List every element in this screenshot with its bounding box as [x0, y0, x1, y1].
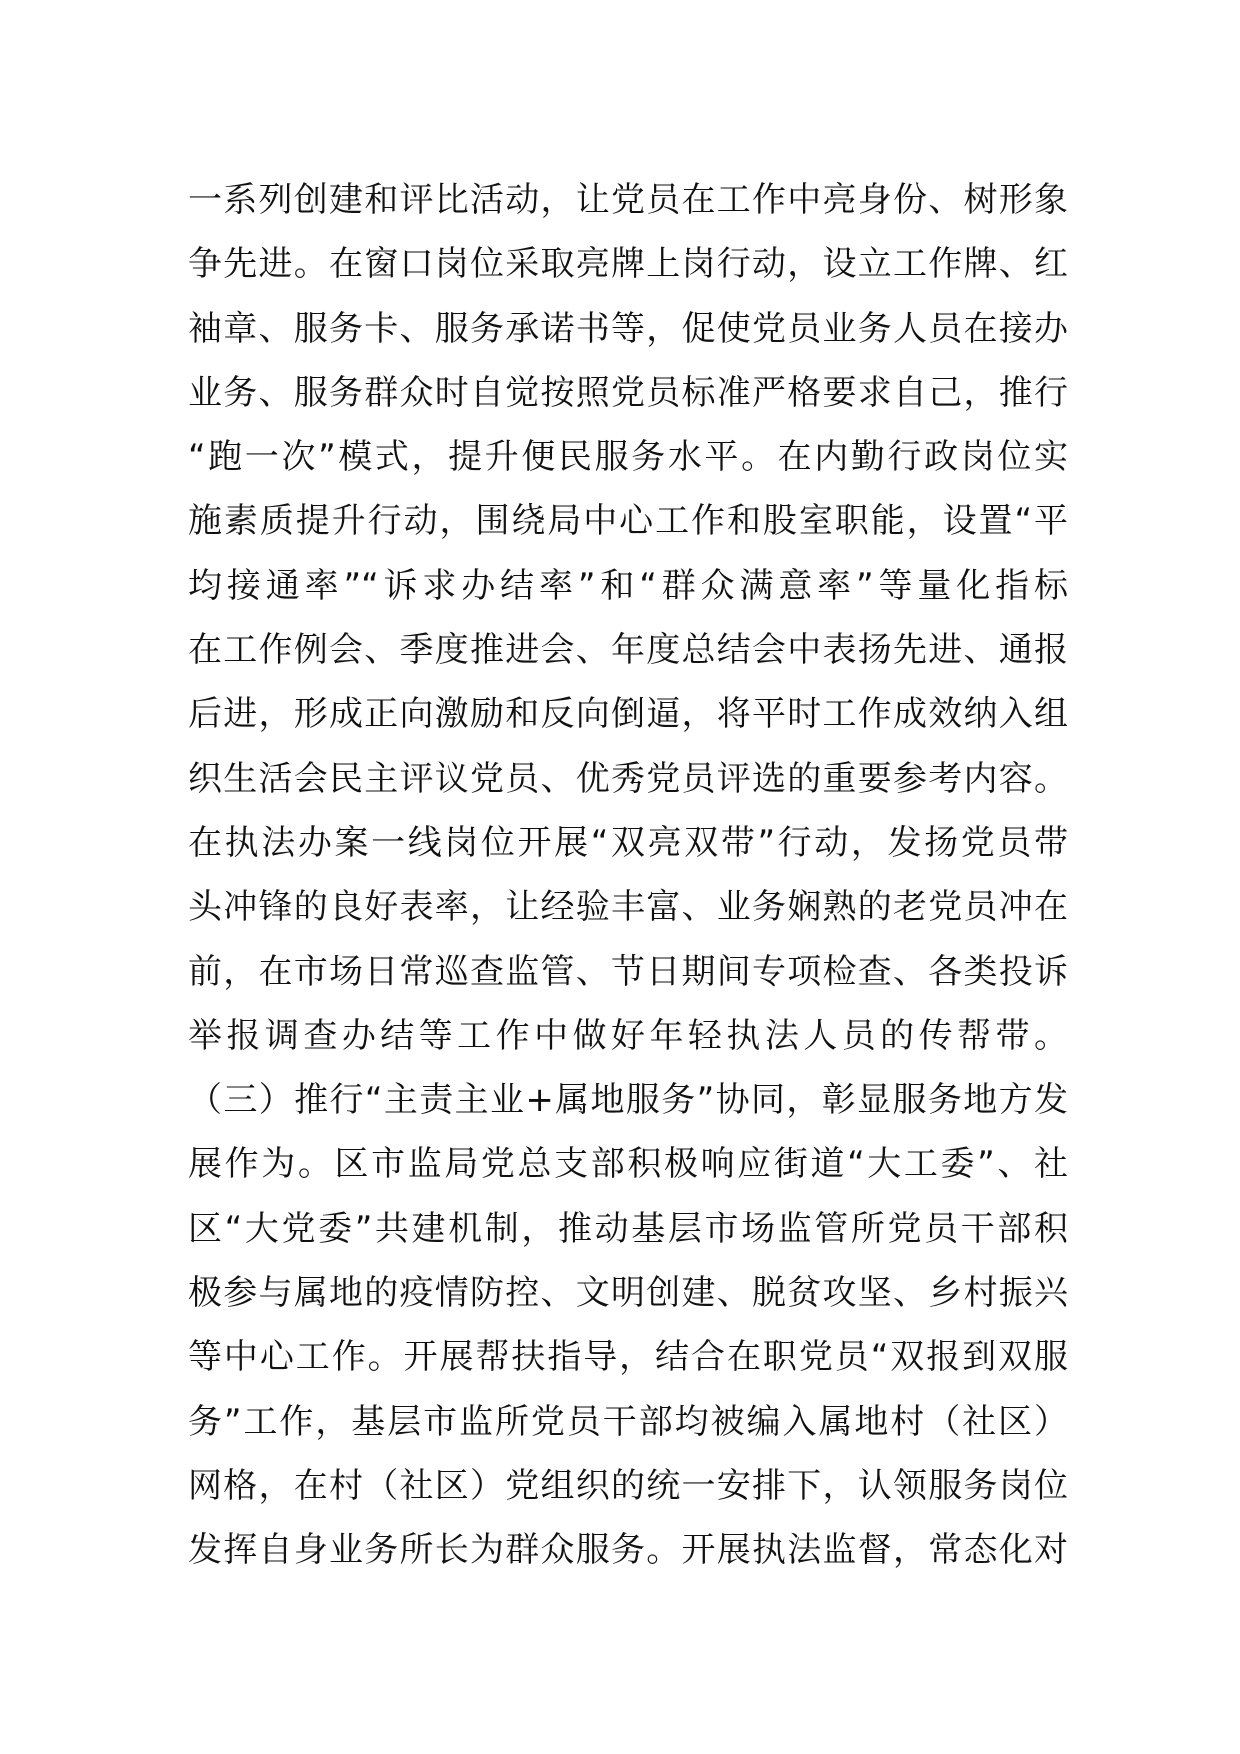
- text-line: 等中心工作。开展帮扶指导，结合在职党员“双报到双服: [188, 1337, 1068, 1378]
- text-line: 头冲锋的良好表率，让经验丰富、业务娴熟的老党员冲在: [188, 887, 1068, 928]
- text-line: 争先进。在窗口岗位采取亮牌上岗行动，设立工作牌、红: [188, 244, 1068, 285]
- text-line: 区“大党委”共建机制，推动基层市场监管所党员干部积: [188, 1208, 1068, 1249]
- text-line: （三）推行“主责主业+属地服务”协同，彰显服务地方发: [188, 1080, 1068, 1121]
- text-line: 在执法办案一线岗位开展“双亮双带”行动，发扬党员带: [188, 822, 1068, 863]
- text-line: 在工作例会、季度推进会、年度总结会中表扬先进、通报: [188, 630, 1068, 671]
- text-line: 展作为。区市监局党总支部积极响应街道“大工委”、社: [188, 1144, 1068, 1185]
- body-text: [188, 168, 1068, 1583]
- text-line: 施素质提升行动，围绕局中心工作和股室职能，设置“平: [188, 501, 1068, 542]
- text-line: 务”工作，基层市监所党员干部均被编入属地村（社区）: [188, 1401, 1068, 1442]
- text-line: 举报调查办结等工作中做好年轻执法人员的传帮带。: [188, 1015, 1068, 1056]
- text-line: “跑一次”模式，提升便民服务水平。在内勤行政岗位实: [188, 437, 1068, 478]
- text-line: 业务、服务群众时自觉按照党员标准严格要求自己，推行: [188, 372, 1068, 413]
- text-line: 织生活会民主评议党员、优秀党员评选的重要参考内容。: [188, 758, 1068, 799]
- text-line: 网格，在村（社区）党组织的统一安排下，认领服务岗位: [188, 1465, 1068, 1506]
- text-line: 一系列创建和评比活动，让党员在工作中亮身份、树形象: [188, 180, 1068, 220]
- text-line: 均接通率”“诉求办结率”和“群众满意率”等量化指标: [188, 565, 1068, 606]
- text-line: 袖章、服务卡、服务承诺书等，促使党员业务人员在接办: [188, 308, 1068, 349]
- text-line: 发挥自身业务所长为群众服务。开展执法监督，常态化对: [188, 1530, 1068, 1571]
- text-line: 前，在市场日常巡查监管、节日期间专项检查、各类投诉: [188, 951, 1068, 992]
- text-line: 后进，形成正向激励和反向倒逼，将平时工作成效纳入组: [188, 694, 1068, 735]
- text-line: 极参与属地的疫情防控、文明创建、脱贫攻坚、乡村振兴: [188, 1273, 1068, 1314]
